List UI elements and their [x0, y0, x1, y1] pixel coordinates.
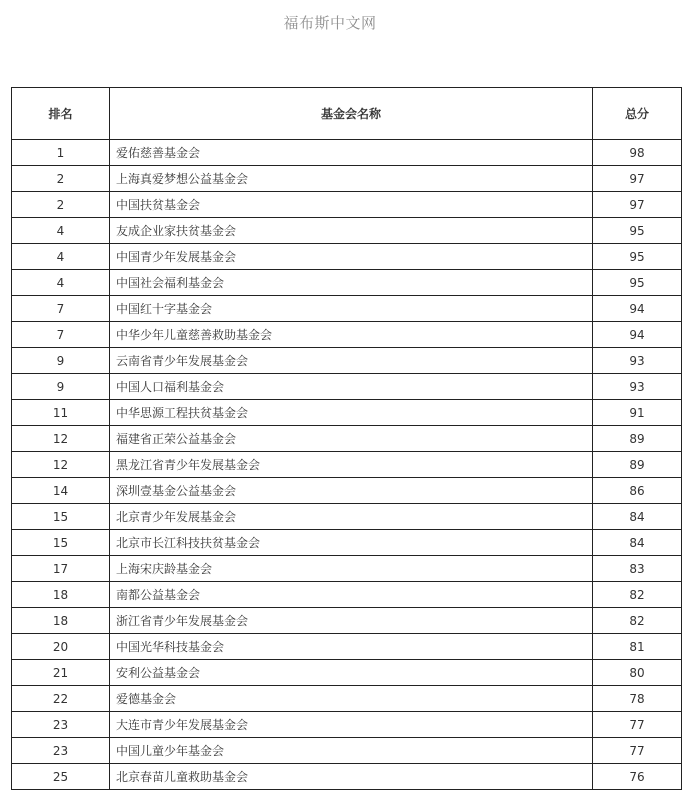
row-total-score: 97 — [593, 166, 682, 192]
row-foundation-name: 上海宋庆龄基金会 — [110, 556, 593, 582]
row-rank: 7 — [12, 296, 110, 322]
table-header-row — [12, 88, 682, 140]
table-row — [12, 192, 682, 218]
row-foundation-name: 云南省青少年发展基金会 — [110, 348, 593, 374]
table-row — [12, 556, 682, 582]
row-total-score: 78 — [593, 686, 682, 712]
table-row — [12, 452, 682, 478]
row-foundation-name: 中国红十字基金会 — [110, 296, 593, 322]
row-rank: 18 — [12, 582, 110, 608]
table-body — [12, 140, 682, 790]
row-foundation-name: 北京春苗儿童救助基金会 — [110, 764, 593, 790]
table-row — [12, 426, 682, 452]
row-rank: 20 — [12, 634, 110, 660]
row-foundation-name: 南都公益基金会 — [110, 582, 593, 608]
row-rank: 2 — [12, 166, 110, 192]
table-row — [12, 530, 682, 556]
row-rank: 23 — [12, 712, 110, 738]
foundation-ranking-table — [11, 87, 682, 790]
row-foundation-name: 大连市青少年发展基金会 — [110, 712, 593, 738]
row-total-score: 84 — [593, 530, 682, 556]
row-foundation-name: 福建省正荣公益基金会 — [110, 426, 593, 452]
table-row — [12, 244, 682, 270]
row-foundation-name: 安利公益基金会 — [110, 660, 593, 686]
row-total-score: 94 — [593, 322, 682, 348]
table-row — [12, 504, 682, 530]
row-total-score: 86 — [593, 478, 682, 504]
row-rank: 9 — [12, 348, 110, 374]
row-total-score: 95 — [593, 218, 682, 244]
row-rank: 17 — [12, 556, 110, 582]
row-rank: 2 — [12, 192, 110, 218]
row-foundation-name: 北京市长江科技扶贫基金会 — [110, 530, 593, 556]
row-rank: 7 — [12, 322, 110, 348]
row-foundation-name: 中国社会福利基金会 — [110, 270, 593, 296]
table-row — [12, 608, 682, 634]
row-rank: 15 — [12, 530, 110, 556]
row-foundation-name: 中国扶贫基金会 — [110, 192, 593, 218]
row-foundation-name: 友成企业家扶贫基金会 — [110, 218, 593, 244]
row-total-score: 81 — [593, 634, 682, 660]
row-foundation-name: 北京青少年发展基金会 — [110, 504, 593, 530]
table-row — [12, 296, 682, 322]
table-row — [12, 140, 682, 166]
header-rank: 排名 — [12, 88, 110, 140]
row-total-score: 98 — [593, 140, 682, 166]
row-foundation-name: 中华思源工程扶贫基金会 — [110, 400, 593, 426]
row-total-score: 83 — [593, 556, 682, 582]
row-foundation-name: 中华少年儿童慈善救助基金会 — [110, 322, 593, 348]
row-rank: 15 — [12, 504, 110, 530]
row-foundation-name: 爱德基金会 — [110, 686, 593, 712]
row-foundation-name: 中国光华科技基金会 — [110, 634, 593, 660]
row-foundation-name: 黑龙江省青少年发展基金会 — [110, 452, 593, 478]
row-rank: 4 — [12, 270, 110, 296]
table-row — [12, 738, 682, 764]
table-row — [12, 270, 682, 296]
row-rank: 9 — [12, 374, 110, 400]
row-rank: 1 — [12, 140, 110, 166]
row-total-score: 95 — [593, 270, 682, 296]
table-row — [12, 764, 682, 790]
row-rank: 4 — [12, 218, 110, 244]
row-foundation-name: 中国人口福利基金会 — [110, 374, 593, 400]
row-rank: 12 — [12, 452, 110, 478]
table-row — [12, 660, 682, 686]
row-rank: 18 — [12, 608, 110, 634]
row-total-score: 82 — [593, 582, 682, 608]
table-row — [12, 348, 682, 374]
row-total-score: 95 — [593, 244, 682, 270]
row-rank: 25 — [12, 764, 110, 790]
row-total-score: 77 — [593, 738, 682, 764]
row-total-score: 89 — [593, 426, 682, 452]
row-total-score: 93 — [593, 374, 682, 400]
row-total-score: 91 — [593, 400, 682, 426]
row-total-score: 94 — [593, 296, 682, 322]
row-total-score: 77 — [593, 712, 682, 738]
row-total-score: 89 — [593, 452, 682, 478]
table-row — [12, 582, 682, 608]
row-rank: 4 — [12, 244, 110, 270]
table-row — [12, 166, 682, 192]
table-row — [12, 712, 682, 738]
row-total-score: 84 — [593, 504, 682, 530]
row-total-score: 76 — [593, 764, 682, 790]
table-row — [12, 634, 682, 660]
row-total-score: 80 — [593, 660, 682, 686]
table-row — [12, 478, 682, 504]
header-total-score: 总分 — [593, 88, 682, 140]
row-rank: 12 — [12, 426, 110, 452]
row-rank: 21 — [12, 660, 110, 686]
row-foundation-name: 中国儿童少年基金会 — [110, 738, 593, 764]
table-row — [12, 400, 682, 426]
row-foundation-name: 上海真爱梦想公益基金会 — [110, 166, 593, 192]
row-foundation-name: 深圳壹基金公益基金会 — [110, 478, 593, 504]
row-rank: 14 — [12, 478, 110, 504]
row-rank: 11 — [12, 400, 110, 426]
row-foundation-name: 浙江省青少年发展基金会 — [110, 608, 593, 634]
site-title: 福布斯中文网 — [283, 14, 377, 32]
table-row — [12, 322, 682, 348]
row-rank: 22 — [12, 686, 110, 712]
row-foundation-name: 爱佑慈善基金会 — [110, 140, 593, 166]
row-total-score: 93 — [593, 348, 682, 374]
row-foundation-name: 中国青少年发展基金会 — [110, 244, 593, 270]
row-rank: 23 — [12, 738, 110, 764]
table-row — [12, 218, 682, 244]
row-total-score: 97 — [593, 192, 682, 218]
header-foundation-name: 基金会名称 — [110, 88, 593, 140]
table-row — [12, 374, 682, 400]
table-row — [12, 686, 682, 712]
row-total-score: 82 — [593, 608, 682, 634]
